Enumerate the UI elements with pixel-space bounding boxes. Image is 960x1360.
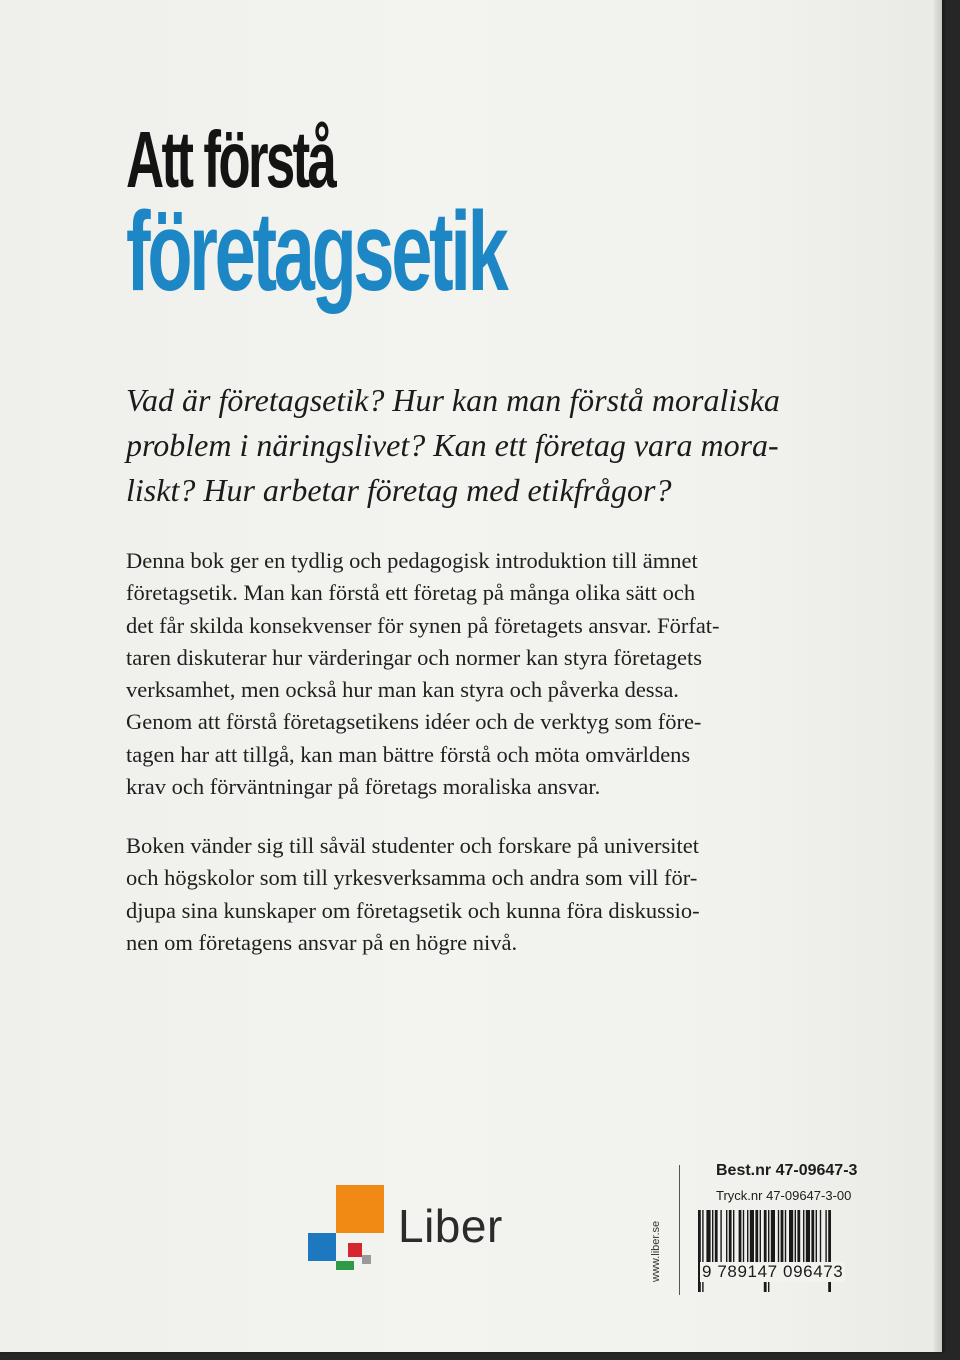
print-number: Tryck.nr 47-09647-3-00 <box>716 1188 852 1203</box>
text-line: Denna bok ger en tydlig och pedagogisk introduktion till ämnet <box>126 548 698 573</box>
logo-grey-square <box>362 1255 371 1264</box>
title-line-2: företagsetik <box>126 189 506 314</box>
logo-blue-square <box>308 1233 336 1261</box>
barcode-bar <box>747 1210 748 1262</box>
publisher-name: Liber <box>398 1200 503 1252</box>
barcode-bar <box>706 1210 710 1262</box>
text-line: taren diskuterar hur värderingar och normer kan styra företagets <box>126 644 703 670</box>
barcode-bar <box>733 1210 734 1262</box>
barcode-bar <box>789 1210 793 1262</box>
barcode-bar <box>755 1210 758 1262</box>
barcode-bar <box>760 1210 761 1262</box>
publisher-logo <box>306 1185 516 1270</box>
logo-green-square <box>336 1261 354 1270</box>
barcode-digits: 9 789147 096473 <box>702 1262 844 1281</box>
barcode-bar <box>739 1210 742 1262</box>
barcode-bar <box>795 1210 796 1262</box>
barcode-bar <box>750 1210 754 1262</box>
publisher-website: www.liber.se <box>650 1220 662 1282</box>
lead-line: problem i näringslivet? Kan ett företag vara mora- <box>126 427 779 463</box>
barcode-bar <box>816 1210 817 1262</box>
barcode-bar <box>797 1210 800 1262</box>
text-line: nen om företagens ansvar på en högre nivå. <box>126 929 518 955</box>
text-line: djupa sina kunskaper om företagsetik och kunna föra diskussio- <box>126 897 700 923</box>
barcode-bar <box>726 1210 727 1262</box>
barcode-bar <box>771 1210 775 1262</box>
text-line: krav och förväntningar på företags moraliska ansvar. <box>126 774 601 800</box>
logo-orange-square <box>336 1185 384 1233</box>
barcode-bar <box>803 1210 804 1262</box>
barcode-bar <box>825 1210 826 1262</box>
book-title <box>126 115 701 314</box>
description-paragraph-1 <box>126 545 826 803</box>
cover-edge <box>934 0 942 1352</box>
barcode-bar <box>781 1210 784 1262</box>
lead-questions <box>126 378 846 513</box>
text-line: Genom att förstå företagsetikens idéer och de verktyg som före- <box>126 709 702 735</box>
text-line: företagsetik. Man kan förstå ett företag på många olika sätt och <box>126 580 696 606</box>
barcode-bar <box>785 1210 786 1262</box>
lead-line: liskt? Hur arbetar företag med etikfrågor? <box>126 472 672 508</box>
barcode-bar <box>743 1210 744 1262</box>
barcode-bar <box>720 1210 721 1262</box>
text-line: det får skilda konsekvenser för synen på företagets ansvar. Förfat- <box>126 612 720 638</box>
lead-line: Vad är företagsetik? Hur kan man förstå moraliska <box>126 382 780 418</box>
barcode-bar <box>811 1210 814 1262</box>
text-line: och högskolor som till yrkesverksamma och andra som vill för- <box>126 865 698 891</box>
logo-red-square <box>348 1243 362 1257</box>
barcode-bar <box>715 1210 718 1262</box>
title-line-1: Att förstå <box>126 115 335 204</box>
text-line: verksamhet, men också hur man kan styra och påverka dessa. <box>126 677 679 703</box>
barcode-bar <box>778 1210 779 1262</box>
text-line: Boken vänder sig till såväl studenter och forskare på universitet <box>126 833 699 858</box>
description-paragraph-2 <box>126 830 826 959</box>
barcode-bar <box>806 1210 810 1262</box>
text-line: tagen har att tillgå, kan man bättre förstå och möta omvärldens <box>126 741 691 767</box>
divider-line <box>679 1165 680 1295</box>
barcode-bar <box>712 1210 713 1262</box>
barcode-bar <box>729 1210 732 1262</box>
order-number: Best.nr 47-09647-3 <box>716 1162 858 1179</box>
barcode-bar <box>820 1210 821 1262</box>
